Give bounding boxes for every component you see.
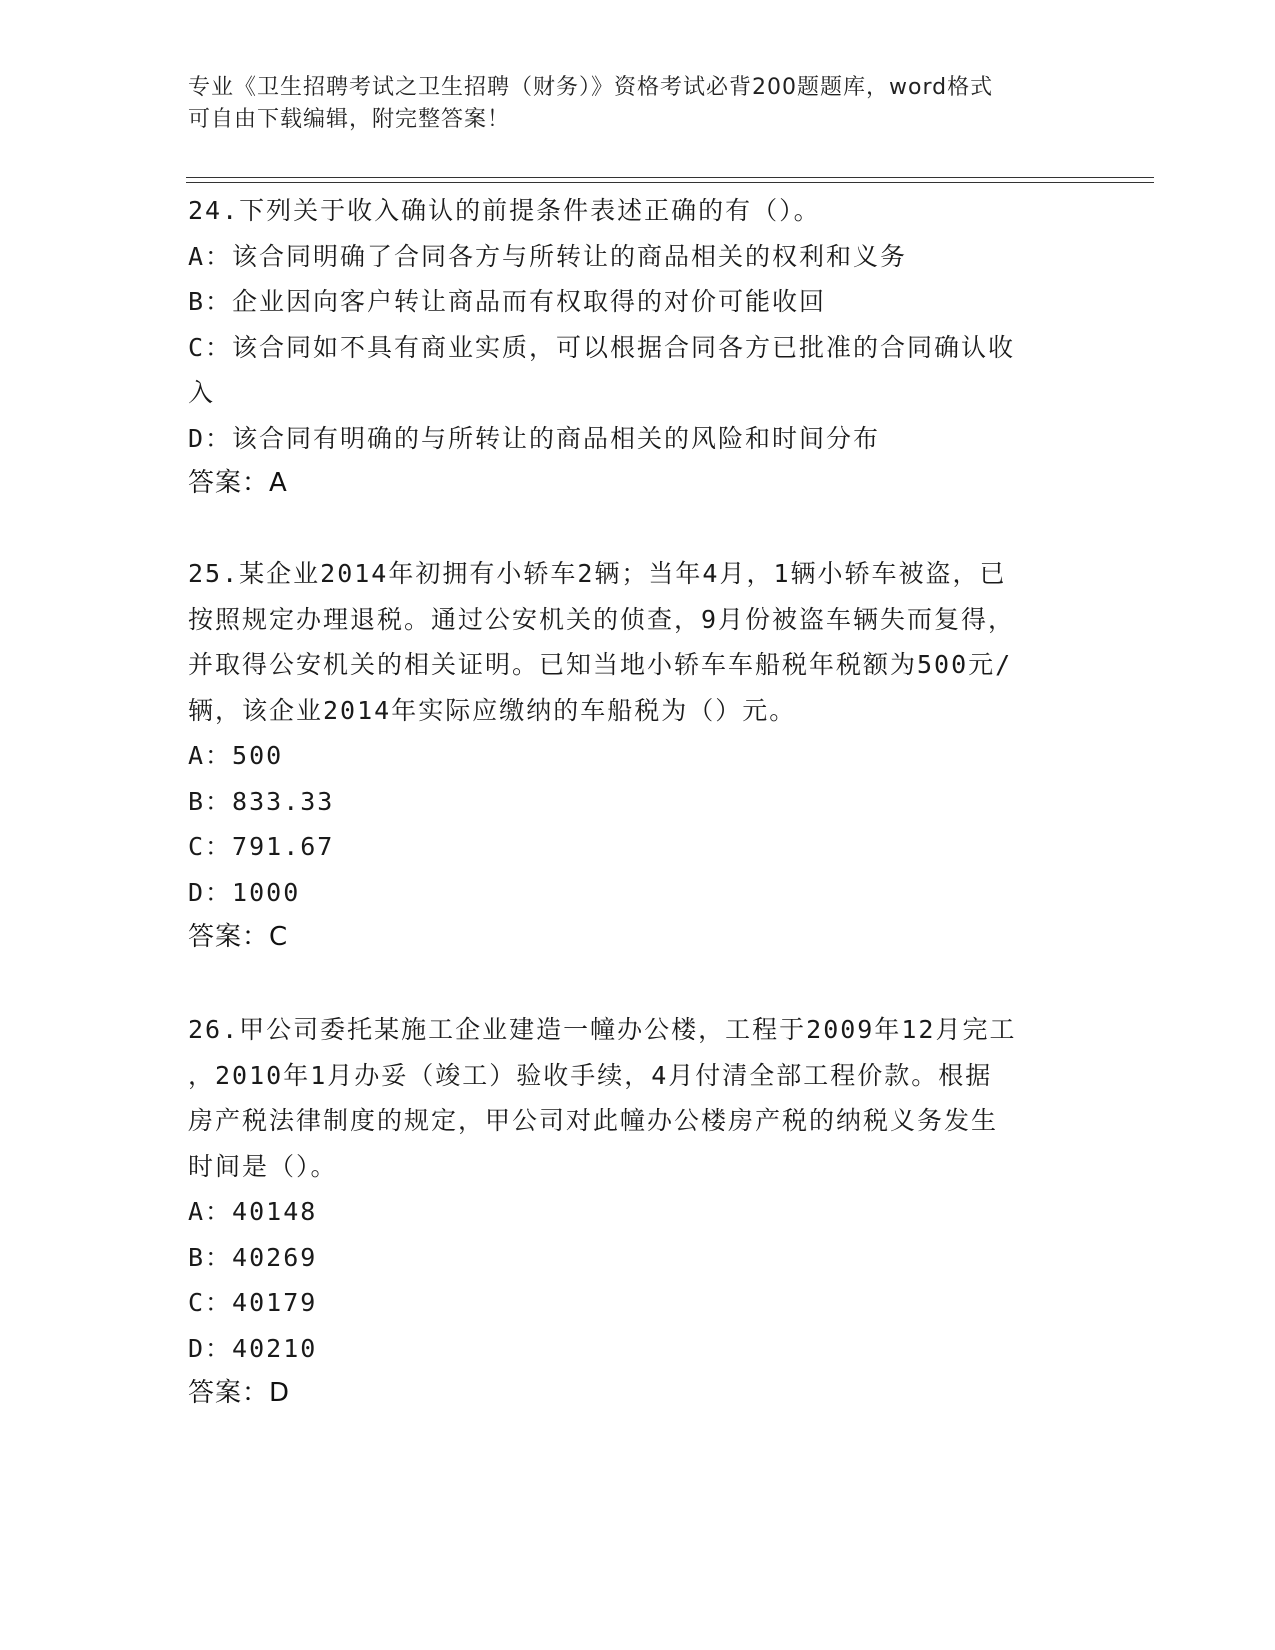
- option-d: D：40210: [188, 1333, 318, 1363]
- question-stem: 房产税法律制度的规定，甲公司对此幢办公楼房产税的纳税义务发生: [188, 1106, 999, 1135]
- option-b: B：企业因向客户转让商品而有权取得的对价可能收回: [188, 287, 827, 316]
- option-c: C：该合同如不具有商业实质，可以根据合同各方已批准的合同确认收: [188, 332, 1016, 362]
- question-24: [188, 188, 1088, 507]
- header-line-2: 可自由下载编辑，附完整答案！: [188, 107, 511, 132]
- option-a: A：500: [188, 741, 284, 770]
- option-c: C：791.67: [188, 832, 335, 861]
- question-stem: 26.甲公司委托某施工企业建造一幢办公楼，工程于2009年12月完工: [188, 1015, 1017, 1044]
- question-25: [188, 551, 1088, 961]
- option-c-continued: 入: [188, 378, 216, 407]
- option-a: A：该合同明确了合同各方与所转让的商品相关的权利和义务: [188, 241, 908, 271]
- question-stem: 辆，该企业2014年实际应缴纳的车船税为（）元。: [188, 695, 797, 725]
- header-line-1: 专业《卫生招聘考试之卫生招聘（财务）》资格考试必背200题题库，word格式: [188, 75, 994, 100]
- option-b: B：833.33: [188, 786, 335, 816]
- question-stem: 按照规定办理退税。通过公安机关的侦查，9月份被盗车辆失而复得，: [188, 604, 1016, 634]
- option-d: D：1000: [188, 877, 301, 907]
- option-b: B：40269: [188, 1242, 318, 1272]
- question-26: [188, 1007, 1088, 1417]
- header-divider-bottom: [186, 182, 1154, 183]
- document-header: [188, 72, 1068, 136]
- question-stem: ，2010年1月办妥（竣工）验收手续，4月付清全部工程价款。根据: [188, 1060, 993, 1090]
- question-stem: 并取得公安机关的相关证明。已知当地小轿车车船税年税额为500元/: [188, 650, 1013, 679]
- answer-label: 答案：C: [188, 922, 289, 952]
- question-stem: 时间是（）。: [188, 1151, 338, 1181]
- option-a: A：40148: [188, 1197, 318, 1226]
- option-d: D：该合同有明确的与所转让的商品相关的风险和时间分布: [188, 423, 881, 453]
- question-stem: 25.某企业2014年初拥有小轿车2辆；当年4月，1辆小轿车被盗，已: [188, 559, 1007, 588]
- option-c: C：40179: [188, 1288, 318, 1317]
- header-divider-top: [186, 177, 1154, 178]
- answer-label: 答案：D: [188, 1378, 291, 1408]
- answer-label: 答案：A: [188, 468, 288, 498]
- question-stem: 24.下列关于收入确认的前提条件表述正确的有（）。: [188, 196, 821, 225]
